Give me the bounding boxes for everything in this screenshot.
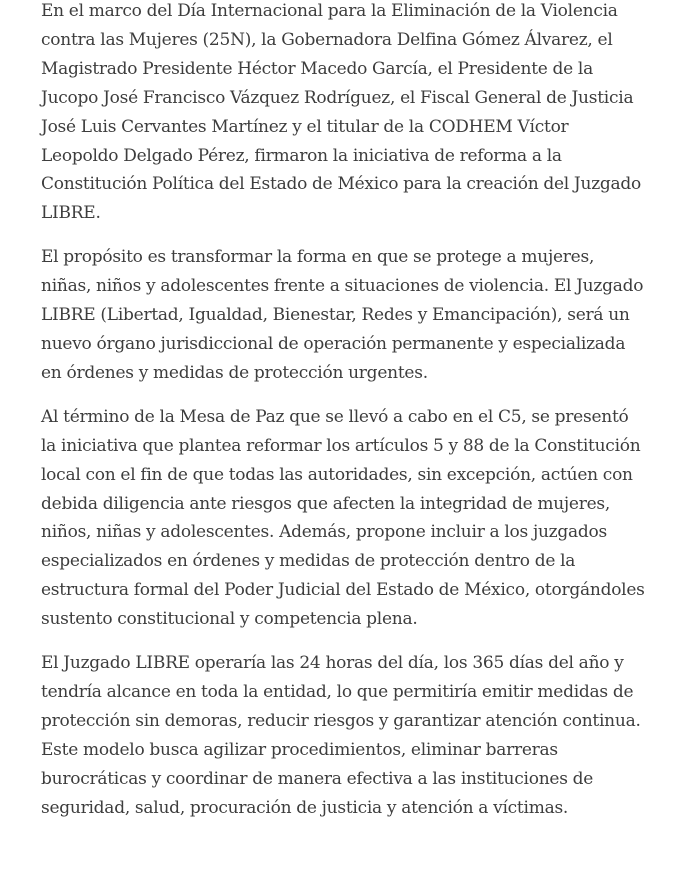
article-paragraph-2: El propósito es transformar la forma en que se protege a mujeres, niñas, niños y adolescentes frente a situaciones de violencia. El Juzgado LIBRE (Libertad, Igualdad, Bienestar, Redes y Emancipación), será un nuevo órgano jurisdiccional de operación permanente y especializada en órdenes y medidas de protección urgentes.	[41, 247, 644, 383]
article-paragraph-3: Al término de la Mesa de Paz que se llevó a cabo en el C5, se presentó la iniciativa que plantea reformar los artículos 5 y 88 de la Constitución local con el fin de que todas las autoridades, sin excepción, actúen con debida diligencia ante riesgos que afecten la integridad de mujeres, niños, niñas y adolescentes. Además, propone incluir a los juzgados especializados en órdenes y medidas de protección dentro de la estructura formal del Poder Judicial del Estado de México, otorgándoles sustento constitucional y competencia plena.	[41, 406, 645, 630]
article-paragraph-1: En el marco del Día Internacional para la Eliminación de la Violencia contra las Mujeres (25N), la Gobernadora Delfina Gómez Álvarez, el Magistrado Presidente Héctor Macedo García, el Presidente de la Jucopo José Francisco Vázquez Rodríguez, el Fiscal General de Justicia José Luis Cervantes Martínez y el titular de la CODHEM Víctor Leopoldo Delgado Pérez, firmaron la iniciativa de reforma a la Constitución Política del Estado de México para la creación del Juzgado LIBRE.	[41, 1, 642, 224]
article-body	[41, 0, 646, 837]
article-paragraph-4: El Juzgado LIBRE operaría las 24 horas del día, los 365 días del año y tendría alcance en toda la entidad, lo que permitiría emitir medidas de protección sin demoras, reducir riesgos y garantizar atención continua. Este modelo busca agilizar procedimientos, eliminar barreras burocráticas y coordinar de manera efectiva a las instituciones de seguridad, salud, procuración de justicia y atención a víctimas.	[41, 653, 641, 818]
